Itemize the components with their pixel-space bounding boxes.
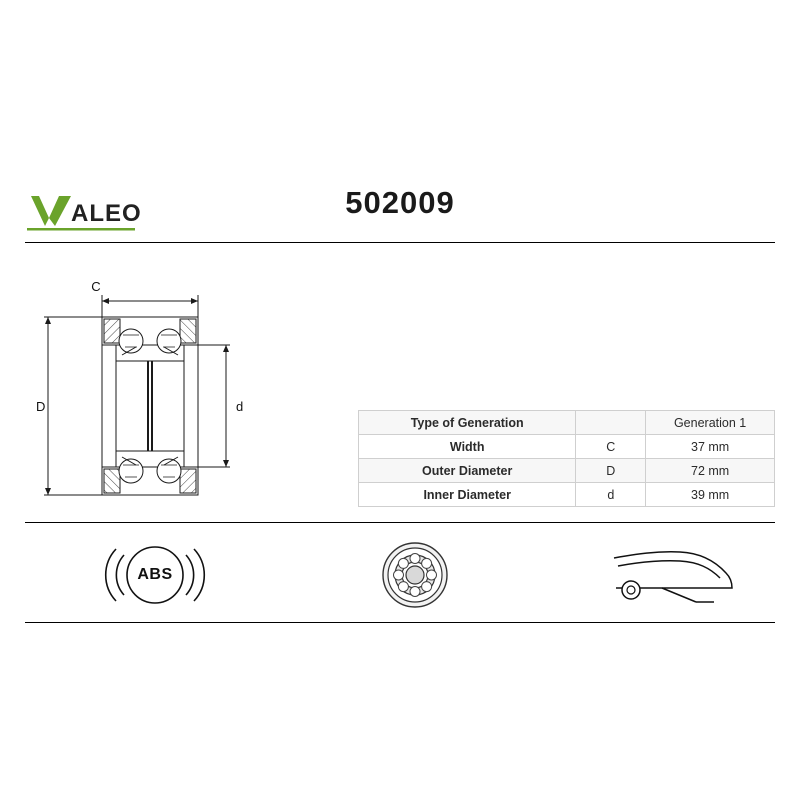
svg-text:ALEO: ALEO (71, 200, 142, 227)
divider-top (25, 242, 775, 243)
dimension-label-d: d (236, 399, 244, 414)
icon-strip (25, 530, 775, 620)
header (25, 180, 775, 238)
page-title: 502009 (345, 185, 455, 220)
table-row (359, 483, 775, 507)
divider-bottom (25, 622, 775, 623)
row-value: Generation 1 (646, 411, 775, 435)
divider-middle (25, 522, 775, 523)
row-value: 72 mm (646, 459, 775, 483)
table-row (359, 459, 775, 483)
row-value: 37 mm (646, 435, 775, 459)
car-icon-container (580, 530, 770, 620)
abs-sensor-icon (80, 535, 230, 615)
car-front-axle-icon (610, 540, 740, 610)
abs-icon-container (65, 530, 245, 620)
row-symbol: C (576, 435, 646, 459)
row-symbol: D (576, 459, 646, 483)
bearing-icon-container (325, 530, 505, 620)
row-label: Inner Diameter (359, 483, 576, 507)
dimension-label-c: C (91, 279, 101, 294)
wheel-bearing-icon (375, 535, 455, 615)
row-label: Outer Diameter (359, 459, 576, 483)
table-row (359, 435, 775, 459)
row-label: Type of Generation (359, 411, 576, 435)
specifications-table (358, 410, 775, 507)
row-symbol (576, 411, 646, 435)
table-row (359, 411, 775, 435)
row-symbol: d (576, 483, 646, 507)
dimension-label-D: D (36, 399, 46, 414)
abs-label: ABS (137, 566, 173, 583)
row-value: 39 mm (646, 483, 775, 507)
bearing-cross-section-drawing (30, 255, 330, 510)
row-label: Width (359, 435, 576, 459)
